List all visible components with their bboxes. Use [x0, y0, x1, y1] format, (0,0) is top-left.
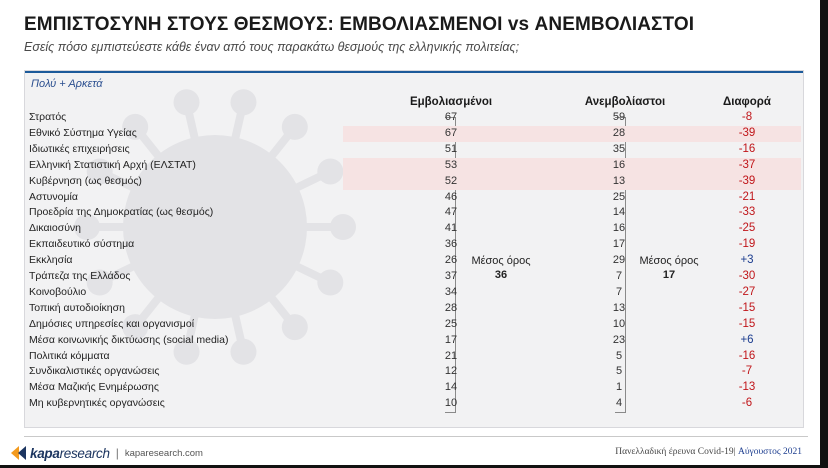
value-unvaccinated: 7	[615, 285, 623, 298]
value-difference: -15	[738, 301, 756, 314]
average-label-unvaccinated: Μέσος όρος	[639, 255, 699, 267]
row-label: Τράπεζα της Ελλάδος	[29, 270, 131, 282]
value-unvaccinated: 7	[615, 270, 623, 282]
row-label: Πολιτικά κόμματα	[29, 349, 110, 362]
response-category-label: Πολύ + Αρκετά	[31, 78, 103, 90]
website-url: kaparesearch.com	[124, 447, 203, 459]
value-vaccinated: 25	[444, 317, 458, 330]
value-vaccinated: 37	[444, 270, 458, 282]
value-vaccinated: 46	[444, 190, 458, 203]
value-unvaccinated: 13	[612, 301, 626, 314]
logo-wordmark-bold: kapa	[30, 445, 60, 461]
logo-wordmark	[30, 446, 110, 461]
value-vaccinated: 51	[444, 142, 458, 155]
value-unvaccinated: 17	[612, 238, 626, 251]
value-vaccinated: 34	[444, 285, 458, 298]
row-label: Ιδιωτικές επιχειρήσεις	[29, 142, 130, 155]
value-unvaccinated: 14	[612, 206, 626, 219]
value-difference: -33	[738, 206, 756, 219]
value-vaccinated: 10	[444, 397, 458, 410]
survey-date: Αύγουστος 2021	[737, 447, 802, 457]
value-vaccinated: 41	[444, 222, 458, 235]
value-difference: -8	[741, 111, 753, 123]
value-difference: -6	[741, 397, 753, 410]
value-unvaccinated: 25	[612, 190, 626, 203]
value-unvaccinated: 4	[615, 397, 623, 410]
value-unvaccinated: 28	[612, 126, 626, 139]
row-label: Προεδρία της Δημοκρατίας (ως θεσμός)	[29, 206, 214, 219]
value-difference: -16	[738, 349, 756, 362]
value-vaccinated: 67	[444, 126, 458, 139]
row-label: Τοπική αυτοδιοίκηση	[29, 301, 125, 314]
value-difference: -7	[741, 365, 753, 378]
value-unvaccinated: 29	[612, 254, 626, 267]
page-title: ΕΜΠΙΣΤΟΣΥΝΗ ΣΤΟΥΣ ΘΕΣΜΟΥΣ: ΕΜΒΟΛΙΑΣΜΕΝΟΙ vs ΑΝΕΜΒΟΛΙΑΣΤΟΙ	[24, 14, 695, 35]
value-vaccinated: 53	[444, 158, 458, 171]
value-unvaccinated: 13	[612, 174, 626, 187]
average-value-unvaccinated: 17	[662, 269, 676, 281]
value-unvaccinated: 16	[612, 158, 626, 171]
value-unvaccinated: 5	[615, 349, 623, 362]
row-label: Μη κυβερνητικές οργανώσεις	[29, 397, 165, 410]
panel-top-rule	[25, 71, 803, 73]
survey-footnote	[615, 447, 802, 457]
row-label: Κυβέρνηση (ως θεσμός)	[29, 174, 142, 187]
footer-rule	[24, 436, 808, 437]
value-vaccinated: 52	[444, 174, 458, 187]
row-label: Μέσα κοινωνικής δικτύωσης (social media)	[29, 333, 229, 346]
value-vaccinated: 26	[444, 254, 458, 267]
row-label: Συνδικαλιστικές οργανώσεις	[29, 365, 160, 378]
value-vaccinated: 14	[444, 381, 458, 394]
row-label: Κοινοβούλιο	[29, 285, 87, 298]
row-label: Ελληνική Στατιστική Αρχή (ΕΛΣΤΑΤ)	[29, 158, 196, 171]
row-label: Δημόσιες υπηρεσίες και οργανισμοί	[29, 317, 195, 330]
row-label: Στρατός	[29, 111, 67, 123]
value-unvaccinated: 16	[612, 222, 626, 235]
page-subtitle: Εσείς πόσο εμπιστεύεστε κάθε έναν από τους παρακάτω θεσμούς της ελληνικής πολιτείας;	[24, 40, 520, 54]
average-vaccinated	[465, 254, 537, 282]
column-header-vaccinated: Εμβολιασμένοι	[409, 96, 493, 108]
row-label: Δικαιοσύνη	[29, 222, 82, 235]
value-unvaccinated: 35	[612, 142, 626, 155]
value-difference: +3	[740, 254, 754, 267]
value-difference: -13	[738, 381, 756, 394]
row-label: Εθνικό Σύστημα Υγείας	[29, 126, 137, 139]
value-difference: -25	[738, 222, 756, 235]
value-difference: -16	[738, 142, 756, 155]
value-vaccinated: 67	[444, 111, 458, 123]
survey-name: Πανελλαδική έρευνα Covid-19|	[615, 447, 736, 457]
average-unvaccinated	[633, 254, 705, 282]
average-value-vaccinated: 36	[494, 269, 508, 281]
value-unvaccinated: 5	[615, 365, 623, 378]
value-unvaccinated: 23	[612, 333, 626, 346]
value-vaccinated: 17	[444, 333, 458, 346]
average-label-vaccinated: Μέσος όρος	[471, 255, 531, 267]
row-label: Εκκλησία	[29, 254, 73, 267]
value-difference: -39	[738, 174, 756, 187]
value-difference: -39	[738, 126, 756, 139]
window-frame-right	[820, 0, 828, 468]
value-difference: +6	[740, 333, 754, 346]
value-vaccinated: 12	[444, 365, 458, 378]
value-difference: -30	[738, 270, 756, 282]
row-label: Μέσα Μαζικής Ενημέρωσης	[29, 381, 159, 394]
value-unvaccinated: 10	[612, 317, 626, 330]
value-vaccinated: 36	[444, 238, 458, 251]
row-label: Εκπαιδευτικό σύστημα	[29, 238, 135, 251]
value-difference: -19	[738, 238, 756, 251]
column-header-difference: Διαφορά	[723, 96, 771, 108]
column-header-unvaccinated: Ανεμβολίαστοι	[584, 96, 666, 108]
value-vaccinated: 21	[444, 349, 458, 362]
value-vaccinated: 47	[444, 206, 458, 219]
virus-watermark-icon	[65, 77, 365, 377]
logo-separator: |	[115, 446, 119, 460]
kapa-research-logo	[10, 444, 203, 462]
value-unvaccinated: 1	[615, 381, 623, 394]
value-vaccinated: 28	[444, 301, 458, 314]
logo-wordmark-thin: research	[59, 445, 110, 461]
value-difference: -37	[738, 158, 756, 171]
value-difference: -21	[738, 190, 756, 203]
table-panel	[24, 70, 804, 428]
value-difference: -15	[738, 317, 756, 330]
value-difference: -27	[738, 285, 756, 298]
row-label: Αστυνομία	[29, 190, 78, 203]
kapa-logo-icon	[10, 445, 28, 461]
value-unvaccinated: 59	[612, 111, 626, 123]
